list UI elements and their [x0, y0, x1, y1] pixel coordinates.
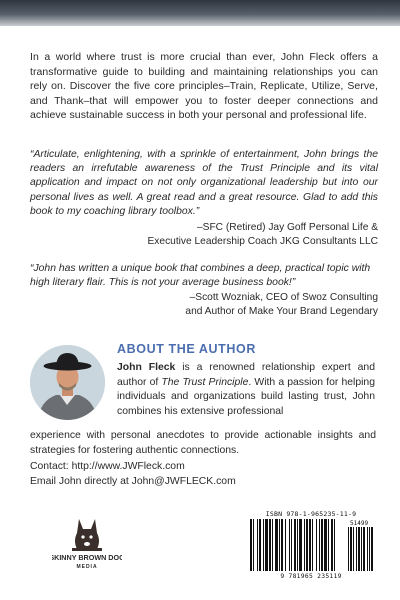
barcode-bar — [316, 519, 317, 571]
endorsement-quote-1: “Articulate, enlightening, with a sprinkle of entertainment, John brings the readers an irrefutable awareness of the Trust Principle and its vital application and impact on not only organizational leadership but into our personal lives as well. A great read and a great resource. Glad to add this book to my coaching library toolbox.” — [30, 149, 378, 217]
endorsement-quote-2: “John has written a unique book that combines a deep, practical topic with high literary flair. This is not your average business book!” — [30, 263, 371, 289]
contact-block — [30, 460, 280, 489]
barcode-bar — [281, 519, 283, 571]
attribution-2-line1: –Scott Wozniak, CEO of Swoz Consulting — [189, 292, 378, 303]
barcode-addon-bar — [363, 527, 365, 571]
barcode-bar — [324, 519, 327, 571]
barcode-bar — [334, 519, 335, 571]
barcode-bar — [275, 519, 278, 571]
isbn-text: ISBN 978-1-965235-11-9 — [265, 510, 357, 518]
author-photo — [30, 345, 105, 420]
isbn-barcode — [244, 510, 378, 584]
barcode-bar — [285, 519, 286, 571]
barcode-addon-bar — [369, 527, 370, 571]
price-code: 51499 — [350, 520, 369, 527]
barcode-addon-bar — [361, 527, 362, 571]
author-bio-continued: experience with personal anecdotes to provide actionable insights and strategies for fostering authentic connections. — [30, 430, 376, 456]
barcode-bar — [250, 519, 252, 571]
barcode-addon-bars — [348, 527, 374, 571]
barcode-bar — [272, 519, 273, 571]
barcode-bar — [263, 519, 264, 571]
contact-email-line: Email John directly at John@JWFLECK.com — [30, 475, 236, 487]
book-title: The Trust Principle — [161, 376, 249, 388]
barcode-bar — [319, 519, 320, 571]
about-author-heading: ABOUT THE AUTHOR — [117, 342, 256, 356]
barcode-addon-bar — [371, 527, 373, 571]
barcode-addon-bar — [356, 527, 357, 571]
barcode-bar — [269, 519, 271, 571]
barcode-bar — [253, 519, 254, 571]
barcode-addon-bar — [350, 527, 352, 571]
barcode-bar — [309, 519, 311, 571]
barcode-bar — [265, 519, 268, 571]
publisher-name: SKINNY BROWN DOG — [52, 553, 122, 562]
endorsement-attribution-2 — [30, 291, 378, 319]
barcode-bar — [299, 519, 302, 571]
barcode-bar — [279, 519, 280, 571]
barcode-bar — [312, 519, 313, 571]
barcode-bar — [259, 519, 261, 571]
author-bio — [117, 361, 375, 419]
barcode-bar — [257, 519, 258, 571]
barcode-bar — [294, 519, 296, 571]
attribution-1-line2: Executive Leadership Coach JKG Consultants LLC — [147, 236, 378, 247]
barcode-bar — [304, 519, 305, 571]
publisher-logo — [52, 515, 122, 575]
author-name: John Fleck — [117, 362, 176, 373]
publisher-media: MEDIA — [76, 564, 98, 570]
author-portrait-icon — [30, 345, 105, 420]
barcode-bar — [321, 519, 323, 571]
barcode-bar — [289, 519, 290, 571]
endorsement-attribution-1 — [30, 221, 378, 249]
attribution-1-line1: –SFC (Retired) Jay Goff Personal Life & — [197, 222, 378, 233]
book-description: In a world where trust is more crucial than ever, John Fleck offers a transformative guide to building and maintaining relationships you can rely on. Discover the five core principles–Train, Replicate, Utilize, Serve, and Thank–that will empower you to foster deeper connections and achieve sustainable success in both your personal and professional life. — [30, 51, 378, 122]
barcode-addon-bar — [358, 527, 360, 571]
attribution-2-line2: and Author of Make Your Brand Legendary — [185, 306, 378, 317]
contact-website-line: Contact: http://www.JWFleck.com — [30, 461, 185, 472]
barcode-bar — [297, 519, 298, 571]
author-bio-text-a: is a renowned relationship expert and author of — [117, 362, 375, 388]
barcode-bar — [291, 519, 292, 571]
barcode-bar — [331, 519, 333, 571]
barcode-addon-bar — [353, 527, 354, 571]
cover-top-band — [0, 0, 400, 26]
author-bio-text-b: . With a passion for helping individuals and organizations build lasting trust, John combines his extensive professional — [117, 376, 375, 417]
dog-logo-icon — [52, 515, 122, 575]
barcode-bar — [328, 519, 329, 571]
barcode-addon-bar — [367, 527, 368, 571]
barcode-bar — [306, 519, 308, 571]
barcode-addon-bar — [348, 527, 349, 571]
barcode-digits: 9 781965 235119 — [280, 573, 342, 580]
barcode-bars — [250, 519, 346, 571]
